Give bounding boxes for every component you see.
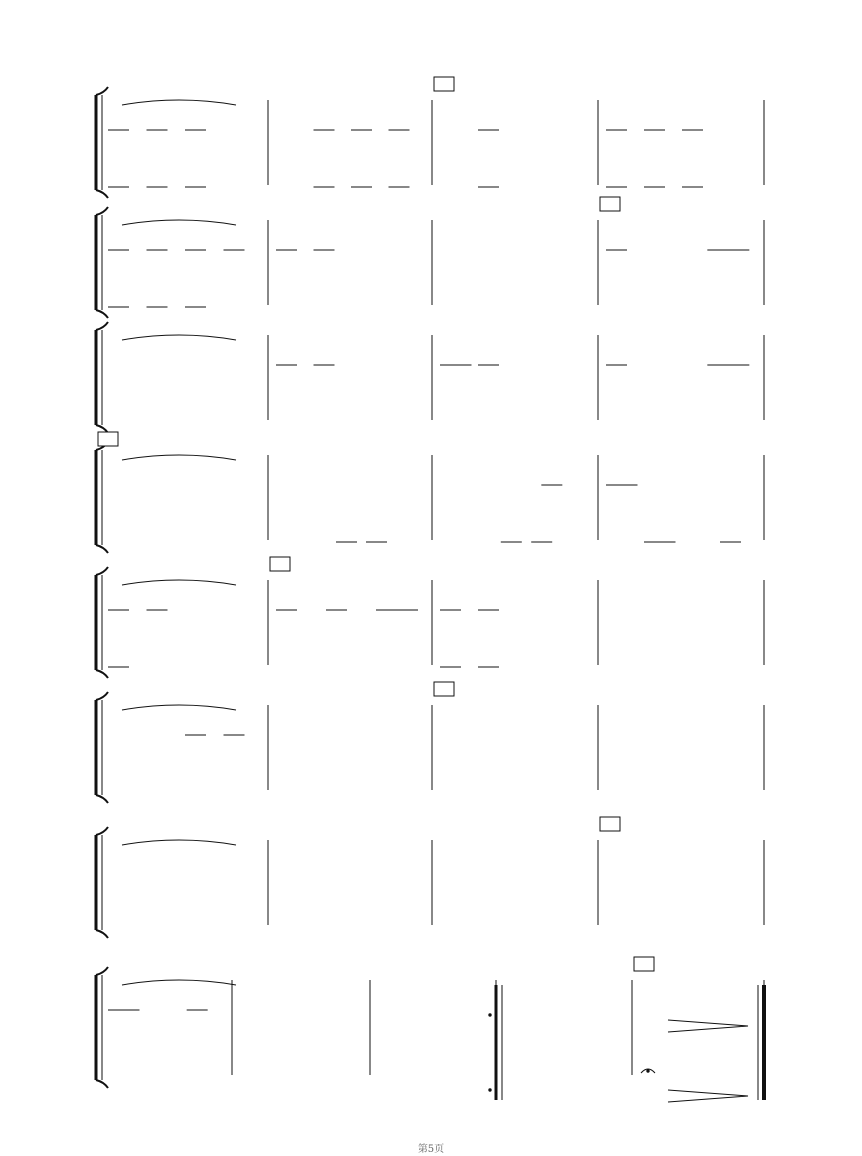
phrase-slur xyxy=(122,980,236,985)
phrase-slur xyxy=(122,705,236,710)
bracket-hook-top xyxy=(96,322,108,330)
repeat-dot xyxy=(488,1088,491,1091)
bar-number-box xyxy=(270,557,290,571)
bracket-hook-bottom xyxy=(96,670,108,678)
phrase-slur xyxy=(122,580,236,585)
bracket-hook-top xyxy=(96,87,108,95)
bar-number-box xyxy=(634,957,654,971)
diminuendo-hairpin xyxy=(668,1090,748,1102)
bar-number-box xyxy=(434,682,454,696)
bracket-hook-bottom xyxy=(96,545,108,553)
fermata-dot xyxy=(646,1069,649,1072)
notation-marks-layer xyxy=(98,77,749,1102)
bar-number-box xyxy=(600,197,620,211)
repeat-dot xyxy=(488,1013,491,1016)
phrase-slur xyxy=(122,220,236,225)
bracket-hook-top xyxy=(96,207,108,215)
bracket-hook-bottom xyxy=(96,795,108,803)
bracket-hook-bottom xyxy=(96,930,108,938)
bracket-hook-bottom xyxy=(96,1080,108,1088)
phrase-slur xyxy=(122,840,236,845)
bracket-hook-top xyxy=(96,967,108,975)
phrase-slur xyxy=(122,455,236,460)
bar-number-box xyxy=(600,817,620,831)
page-footer: 第5页 xyxy=(417,1144,445,1155)
bracket-hook-top xyxy=(96,827,108,835)
diminuendo-hairpin xyxy=(668,1020,748,1032)
phrase-slur xyxy=(122,100,236,105)
bar-number-box xyxy=(98,432,118,446)
bracket-hook-top xyxy=(96,567,108,575)
phrase-slur xyxy=(122,335,236,340)
bar-number-box xyxy=(434,77,454,91)
bracket-hook-bottom xyxy=(96,310,108,318)
bracket-hook-top xyxy=(96,692,108,700)
bracket-hook-bottom xyxy=(96,190,108,198)
staff-lines-layer xyxy=(96,87,764,1100)
